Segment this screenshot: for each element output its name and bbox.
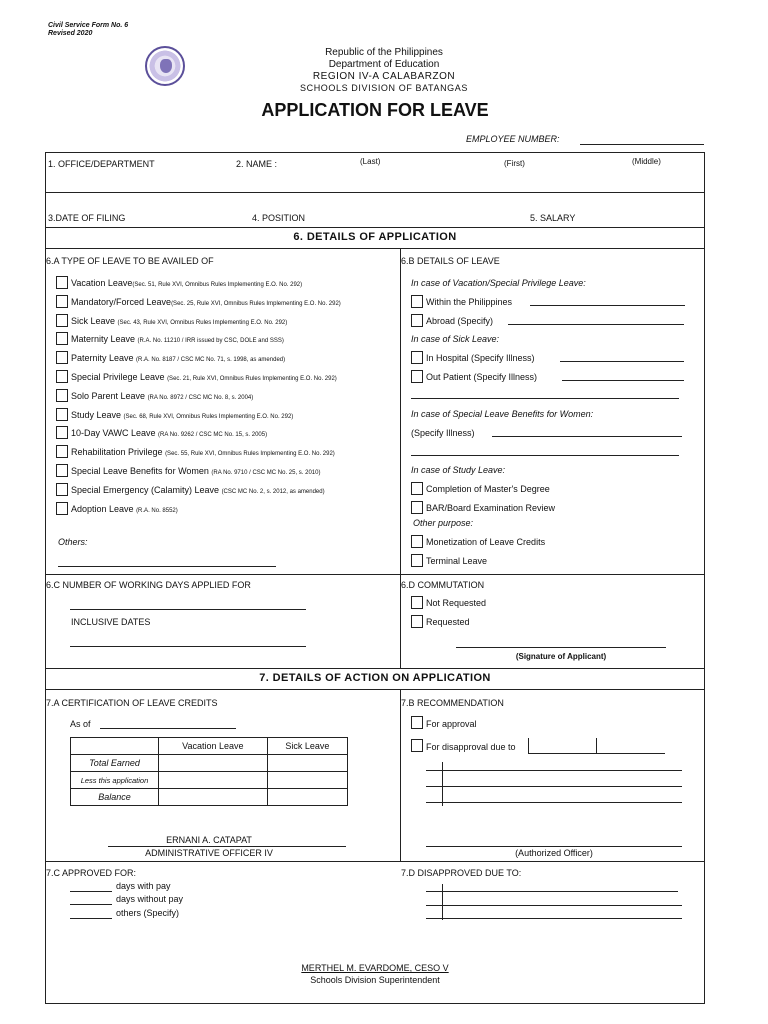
date-filing-label: 3.DATE OF FILING [48,213,126,223]
less-sick-cell[interactable] [267,772,347,789]
header-line3: REGION IV-A CALABARZON [312,71,456,82]
bar-review-checkbox[interactable] [411,501,423,514]
leave-type-item [71,410,293,420]
leave-credits-table [70,737,348,806]
leave-type-checkbox[interactable] [56,389,68,402]
leave-type-reference: (R.A. No. 8552) [136,507,178,514]
leave-type-checkbox[interactable] [56,295,68,308]
section6b-title: 6.B DETAILS OF LEAVE [401,256,500,266]
leave-type-label: Vacation Leave [71,278,133,288]
header-line2: Department of Education [328,59,440,70]
as-of-field[interactable] [100,728,236,729]
leave-type-reference: (Sec. 25, Rule XVI, Omnibus Rules Implementing E.O. No. 292) [171,300,341,307]
within-ph-checkbox[interactable] [411,295,423,308]
leave-type-item [71,485,325,495]
section7-title: 7. DETAILS OF ACTION ON APPLICATION [259,672,491,684]
others-specify-field[interactable] [70,918,112,919]
leave-type-checkbox[interactable] [56,464,68,477]
women-illness-field[interactable] [492,436,682,437]
in-hospital-label: In Hospital (Specify Illness) [426,353,535,363]
leave-type-label: Solo Parent Leave [71,390,148,401]
for-disapproval-label: For disapproval due to [426,742,516,752]
leave-type-label: Special Leave Benefits for Women [71,466,212,476]
balance-vacation-cell[interactable] [159,789,268,806]
abroad-field[interactable] [508,324,684,325]
form-revision: Revised 2020 [48,30,93,37]
others-field[interactable] [58,566,276,567]
table-row [71,772,348,789]
bar-review-label: BAR/Board Examination Review [426,503,556,513]
inclusive-dates-label: INCLUSIVE DATES [71,617,151,627]
disapproved-line-1[interactable] [426,891,678,892]
abroad-label: Abroad (Specify) [426,316,494,326]
masters-checkbox[interactable] [411,482,423,495]
leave-type-item [71,428,267,438]
last-name-label: (Last) [360,157,381,166]
days-without-pay-field[interactable] [70,904,112,905]
applicant-signature-label: (Signature of Applicant) [515,652,607,661]
leave-type-reference: (R.A. No. 11210 / IRR issued by CSC, DOLE and SSS) [137,338,284,345]
days-with-pay-field[interactable] [70,891,112,892]
superintendent-title: Schools Division Superintendent [310,975,440,985]
within-ph-field[interactable] [530,305,685,306]
section7d-title: 7.D DISAPPROVED DUE TO: [401,868,522,878]
women-extra-field[interactable] [411,455,679,456]
row-balance: Balance [71,789,159,806]
as-of-label: As of [70,719,91,729]
for-approval-checkbox[interactable] [411,716,423,729]
employee-number-label: EMPLOYEE NUMBER: [466,134,560,144]
leave-type-label: Special Privilege Leave [71,372,168,382]
in-hospital-field[interactable] [560,361,684,362]
form-code: Civil Service Form No. 6 [48,22,129,29]
col-vacation-header: Vacation Leave [159,738,268,755]
leave-type-item [71,278,302,288]
header-line1: Republic of the Philippines [325,47,443,58]
monetization-checkbox[interactable] [411,535,423,548]
disapproved-line-3[interactable] [426,918,682,919]
header-line4: SCHOOLS DIVISION OF BATANGAS [300,83,468,93]
name-label: 2. NAME : [236,159,278,169]
page-title: APPLICATION FOR LEAVE [261,100,489,120]
leave-type-reference: (Sec. 68, Rule XVI, Omnibus Rules Implementing E.O. No. 292) [123,413,294,420]
leave-type-item [71,316,287,326]
days-with-pay-label: days with pay [116,881,171,891]
vacation-case-label: In case of Vacation/Special Privilege Leave: [411,278,586,288]
leave-type-checkbox[interactable] [56,445,68,458]
section7b-title: 7.B RECOMMENDATION [401,698,504,708]
leave-type-reference: (Sec. 55, Rule XVI, Omnibus Rules Implementing E.O. No. 292) [165,451,335,458]
leave-type-reference: (RA No. 9262 / CSC MC No. 15, s. 2005) [158,432,268,439]
section6d-title: 6.D COMMUTATION [401,580,485,590]
employee-number-field[interactable] [580,144,704,145]
masters-label: Completion of Master's Degree [426,484,550,494]
leave-type-label: Special Emergency (Calamity) Leave [71,484,222,495]
inclusive-dates-field[interactable] [70,646,306,647]
leave-type-reference: (RA No. 9710 / CSC MC No. 25, s. 2010) [211,470,321,476]
requested-checkbox[interactable] [411,615,423,628]
leave-type-reference: (Sec. 21, Rule XVI, Omnibus Rules Implementing E.O. No. 292) [167,376,337,382]
applicant-signature-field[interactable] [456,647,666,648]
sick-case-label: In case of Sick Leave: [411,334,500,344]
requested-label: Requested [426,617,470,627]
leave-type-checkbox[interactable] [56,351,68,364]
row-total-earned: Total Earned [71,755,159,772]
in-hospital-checkbox[interactable] [411,351,423,364]
superintendent-name: MERTHEL M. EVARDOME, CESO V [301,963,449,973]
leave-type-checkbox[interactable] [56,332,68,345]
leave-type-item [71,353,285,363]
other-purpose-label: Other purpose: [413,518,474,528]
leave-type-label: Paternity Leave [71,353,137,364]
leave-type-label: Maternity Leave [71,334,138,345]
leave-type-checkbox[interactable] [56,483,68,496]
authorized-officer-signature[interactable] [426,846,682,847]
leave-type-item [71,504,178,514]
table-row [71,755,348,772]
authorized-officer-label: (Authorized Officer) [515,848,593,858]
monetization-label: Monetization of Leave Credits [426,537,546,547]
terminal-leave-label: Terminal Leave [426,556,488,566]
section6c-title: 6.C NUMBER OF WORKING DAYS APPLIED FOR [46,580,251,590]
disapproved-line-2[interactable] [426,905,682,906]
recommendation-line-2[interactable] [426,786,682,787]
position-label: 4. POSITION [252,213,306,223]
officer-name: ERNANI A. CATAPAT [166,835,252,845]
women-case-label: In case of Special Leave Benefits for Women: [411,409,594,419]
col-sick-header: Sick Leave [267,738,347,755]
recommendation-line-1[interactable] [426,770,682,771]
row-less-application: Less this application [71,772,159,789]
abroad-checkbox[interactable] [411,314,423,327]
leave-type-label: 10-Day VAWC Leave [71,428,159,439]
others-label: Others: [58,537,88,547]
leave-type-checkbox[interactable] [56,502,68,515]
total-earned-vacation-cell[interactable] [159,755,268,772]
balance-sick-cell[interactable] [267,789,347,806]
within-ph-label: Within the Philippines [426,297,513,307]
leave-type-reference: (Sec. 51, Rule XVI, Omnibus Rules Implementing E.O. No. 292) [132,282,303,288]
specify-illness-label: (Specify Illness) [411,428,475,438]
leave-type-label: Rehabilitation Privilege [71,447,166,458]
section7a-title: 7.A CERTIFICATION OF LEAVE CREDITS [46,698,218,708]
total-earned-sick-cell[interactable] [267,755,347,772]
leave-type-item [71,372,337,382]
leave-type-reference: (R.A. No. 8187 / CSC MC No. 71, s. 1998, as amended) [136,357,286,364]
leave-type-checkbox[interactable] [56,370,68,383]
study-case-label: In case of Study Leave: [411,465,506,475]
leave-type-label: Study Leave [71,409,124,420]
for-approval-label: For approval [426,719,477,729]
leave-type-checkbox[interactable] [56,314,68,327]
working-days-field[interactable] [70,609,306,610]
leave-type-item [71,297,341,307]
terminal-leave-checkbox[interactable] [411,554,423,567]
section6-title: 6. DETAILS OF APPLICATION [293,231,457,243]
leave-type-label: Sick Leave [71,315,118,326]
leave-type-checkbox[interactable] [56,408,68,421]
leave-type-checkbox[interactable] [56,426,68,439]
others-specify-label: others (Specify) [116,908,180,918]
out-patient-field[interactable] [562,380,684,381]
office-label: 1. OFFICE/DEPARTMENT [48,159,155,169]
days-without-pay-label: days without pay [116,894,184,904]
leave-type-item [71,391,253,401]
leave-type-checkbox[interactable] [56,276,68,289]
salary-label: 5. SALARY [530,213,576,223]
not-requested-checkbox[interactable] [411,596,423,609]
less-vacation-cell[interactable] [159,772,268,789]
leave-type-item [71,334,284,344]
leave-type-item [71,466,320,476]
leave-type-reference: (CSC MC No. 2, s. 2012, as amended) [221,488,325,495]
not-requested-label: Not Requested [426,598,487,608]
table-row [71,789,348,806]
out-patient-label: Out Patient (Specify Illness) [426,372,538,382]
section6a-title: 6.A TYPE OF LEAVE TO BE AVAILED OF [46,256,214,266]
section7c-title: 7.C APPROVED FOR: [46,868,137,878]
out-patient-checkbox[interactable] [411,370,423,383]
leave-type-item [71,447,335,457]
leave-type-label: Adoption Leave [71,503,137,514]
first-name-label: (First) [504,159,525,168]
leave-type-reference: (Sec. 43, Rule XVI, Omnibus Rules Implementing E.O. No. 292) [117,319,288,326]
officer-title: ADMINISTRATIVE OFFICER IV [145,848,273,858]
recommendation-line-3[interactable] [426,802,682,803]
leave-type-reference: (RA No. 8972 / CSC MC No. 8, s. 2004) [147,394,254,401]
sick-extra-field[interactable] [411,398,679,399]
for-disapproval-checkbox[interactable] [411,739,423,752]
leave-type-label: Mandatory/Forced Leave [71,296,172,307]
middle-name-label: (Middle) [632,157,661,166]
